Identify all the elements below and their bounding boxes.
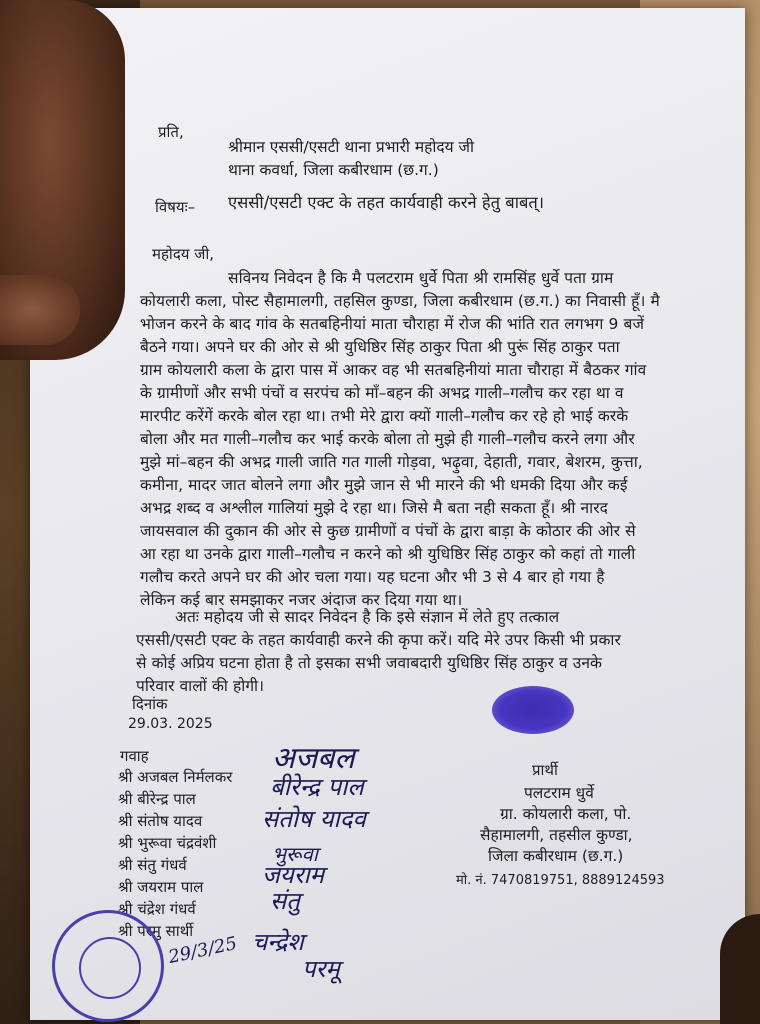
- body-line: गलौच करते अपने घर की ओर चला गया। यह घटना और भी 3 से 4 बार हो गया है: [140, 568, 605, 586]
- closing-line: अतः महोदय जी से सादर निवेदन है कि इसे संज्ञान में लेते हुए तत्काल: [175, 608, 560, 626]
- signature: संतु: [270, 887, 300, 915]
- stamp-seal-icon: [52, 910, 164, 1022]
- applicant-label: प्रार्थी: [532, 761, 558, 779]
- witness-name: श्री बीरेन्द्र पाल: [118, 790, 196, 808]
- body-line: कमीना, मादर जात बोलने लगा और मुझे जान से भी मारने की भी धमकी दिया और कई: [140, 476, 628, 494]
- body-line: अभद्र शब्द व अश्लील गालियां मुझे दे रहा था। जिसे मै बता नही सकता हूँ। श्री नारद: [140, 499, 608, 517]
- witness-name: श्री संतु गंधर्व: [118, 856, 187, 874]
- handwritten-date: 29/3/25: [166, 933, 239, 968]
- applicant-phone: मो. नं. 7470819751, 8889124593: [456, 873, 665, 888]
- signature: बीरेन्द्र पाल: [270, 773, 364, 801]
- addressee-line-1: श्रीमान एससी/एसटी थाना प्रभारी महोदय जी: [228, 138, 475, 156]
- body-line: कोयलारी कला, पोस्ट सैहामालगी, तहसिल कुण्डा, जिला कबीरधाम (छ.ग.) का निवासी हूँ। मै: [140, 292, 660, 310]
- thumbprint: [492, 686, 574, 734]
- body-line: बैठने गया। अपने घर की ओर से श्री युधिष्ठिर सिंह ठाकुर पिता श्री पुरूं सिंह ठाकुर पता: [140, 338, 620, 356]
- applicant-address-3: जिला कबीरधाम (छ.ग.): [488, 847, 624, 865]
- closing-line: एससी/एसटी एक्ट के तहत कार्यवाही करने की कृपा करें। यदि मेरे उपर किसी भी प्रकार: [136, 631, 621, 649]
- body-line: लेकिन कई बार समझाकर नजर अंदाज कर दिया गया था।: [140, 591, 463, 609]
- subject-label: विषयः–: [155, 198, 196, 216]
- applicant-address-2: सैहामालगी, तहसील कुण्डा,: [480, 826, 633, 844]
- witness-name: श्री भुरूवा चंद्रवंशी: [118, 834, 217, 852]
- signature: जयराम: [262, 861, 325, 889]
- witness-label: गवाह: [120, 747, 149, 765]
- stamp-seal-inner: [79, 937, 141, 999]
- body-line: ग्राम कोयलारी कला के द्वारा पास में आकर वह भी सतबहिनीयां माता चौराहा में बैठकर गांव: [140, 361, 647, 379]
- to-label: प्रति,: [158, 123, 184, 141]
- body-line: मारपीट करेंगें करके बोल रहा था। तभी मेरे द्वारा क्यों गाली–गलौच कर रहे हो भाई करके: [140, 407, 629, 425]
- body-line: आ रहा था उनके द्वारा गाली–गलौच न करने को श्री युधिष्ठिर सिंह ठाकुर को कहां तो गाली: [140, 545, 636, 563]
- signature: अजबल: [272, 741, 355, 776]
- addressee-line-2: थाना कवर्धा, जिला कबीरधाम (छ.ग.): [228, 161, 439, 179]
- finger-bottom-right-image: [720, 914, 760, 1024]
- finger-image: [0, 275, 80, 345]
- witness-name: श्री जयराम पाल: [118, 878, 204, 896]
- signature: संतोष यादव: [262, 805, 366, 833]
- body-line: मुझे मां–बहन की अभद्र गाली जाति गत गाली गोड़वा, भढ़ुवा, देहाती, गवार, बेशरम, कुत्ता,: [140, 453, 643, 471]
- applicant-address-1: ग्रा. कोयलारी कला, पो.: [500, 805, 632, 823]
- date-value: 29.03. 2025: [128, 716, 213, 732]
- signature: भुरूवा: [272, 842, 318, 866]
- signature: चन्द्रेश: [252, 928, 304, 956]
- closing-line: से कोई अप्रिय घटना होता है तो इसका सभी जवाबदारी युधिष्ठिर सिंह ठाकुर व उनके: [136, 654, 603, 672]
- applicant-name: पलटराम धुर्वे: [524, 784, 594, 802]
- witness-name: श्री परमु सार्थी: [118, 922, 194, 940]
- witness-name: श्री चंद्रेश गंधर्व: [118, 900, 196, 918]
- witness-name: श्री अजबल निर्मलकर: [118, 768, 233, 786]
- witness-name: श्री संतोष यादव: [118, 812, 203, 830]
- signature: परमू: [302, 955, 340, 983]
- closing-line: परिवार वालों की होगी।: [136, 677, 265, 695]
- body-line: के ग्रामीणों और सभी पंचों व सरपंच को माँ–बहन की अभद्र गाली–गलौच कर रहा था व: [140, 384, 624, 402]
- salutation: महोदय जी,: [152, 245, 215, 263]
- subject-text: एससी/एसटी एक्ट के तहत कार्यवाही करने हेतु बाबत्।: [228, 193, 545, 212]
- body-line: जायसवाल की दुकान की ओर से कुछ ग्रामीणों व पंचों के द्वारा बाड़ा के कोठार की ओर से: [140, 522, 636, 540]
- body-line: सविनय निवेदन है कि मै पलटराम धुर्वे पिता श्री रामसिंह धुर्वे पता ग्राम: [228, 269, 614, 287]
- date-label: दिनांक: [132, 695, 168, 713]
- body-line: बोला और मत गाली–गलौच कर भाई करके बोला तो मुझे ही गाली–गलौच करने लगा और: [140, 430, 635, 448]
- body-line: भोजन करने के बाद गांव के सतबहिनीयां माता चौराहा में रोज की भांति रात लगभग 9 बजें: [140, 315, 645, 333]
